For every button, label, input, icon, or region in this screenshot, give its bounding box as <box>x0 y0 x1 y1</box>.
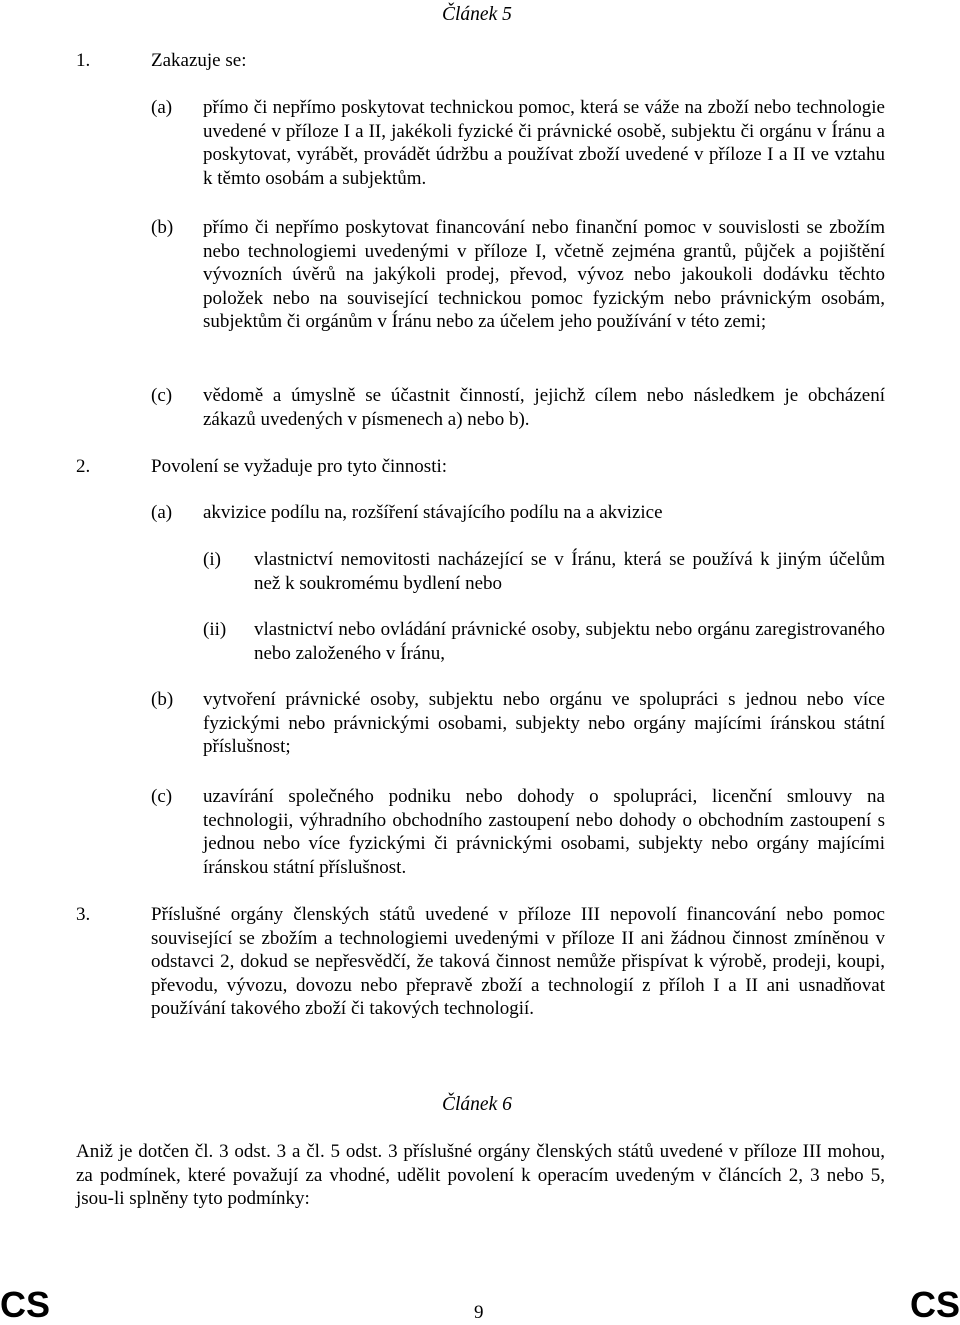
subitem-text: vlastnictví nemovitosti nacházející se v Íránu, která se používá k jiným účelům než k soukromému bydlení nebo <box>254 549 885 594</box>
item-label: (a) <box>151 97 173 118</box>
article-6-text: Aniž je dotčen čl. 3 odst. 3 a čl. 5 odst. 3 příslušné orgány členských států uvedené v příloze III mohou, za podmínek, které považují za vhodné, udělit povolení k operacím uvedeným v článcích 2, 3 nebo 5, jsou-li splněny tyto podmínky: <box>76 1141 885 1209</box>
item-text: přímo či nepřímo poskytovat financování nebo finanční pomoc v souvislosti se zbožím nebo technologiemi uvedenými v příloze I, včetně zejména grantů, půjček a pojištění vývozních úvěrů na jakýkoli prodej, převod, vývoz nebo jakoukoli dodávku těchto položek nebo na související technickou pomoc fyzickým nebo právnickým osobám, subjektům či orgánům v Íránu nebo za účelem jeho používání v této zemi; <box>203 217 885 332</box>
language-code-left: CS <box>0 1284 51 1325</box>
item-label: (b) <box>151 689 174 710</box>
subitem-text: vlastnictví nebo ovládání právnické osoby, subjektu nebo orgánu zaregistrovaného nebo založeného v Íránu, <box>254 619 885 664</box>
paragraph-text: Příslušné orgány členských států uvedené v příloze III nepovolí financování nebo pomoc související se zbožím a technologiemi uvedenými v příloze II ani žádnou činnost zmíněnou v odstavci 2, dokud se nepřesvědčí, že taková činnost nemůže přispívat k výrobě, prodeji, koupi, převodu, vývozu, dovozu nebo přepravě zboží a technologií z příloh I a II ani usnadňovat používání takového zboží či takových technologií. <box>151 904 885 1019</box>
subitem-label: (i) <box>203 549 221 570</box>
subitem-label: (ii) <box>203 619 227 640</box>
article-5-heading: Článek 5 <box>442 4 512 25</box>
article-6-heading: Článek 6 <box>442 1094 512 1115</box>
item-label: (a) <box>151 502 173 523</box>
paragraph-number: 2. <box>76 456 91 477</box>
paragraph-intro: Povolení se vyžaduje pro tyto činnosti: <box>151 456 448 477</box>
page-number: 9 <box>474 1302 484 1323</box>
item-label: (c) <box>151 385 173 406</box>
item-label: (c) <box>151 786 173 807</box>
item-text: vytvoření právnické osoby, subjektu nebo orgánu ve spolupráci s jednou nebo více fyzickými nebo právnickými osobami, subjekty nebo orgány majícími íránskou státní příslušnost; <box>203 689 885 757</box>
item-text: akvizice podílu na, rozšíření stávajícího podílu na a akvizice <box>203 502 663 523</box>
item-text: uzavírání společného podniku nebo dohody o spolupráci, licenční smlouvy na technologii, výhradního obchodního zastoupení nebo dohody o obchodním zastoupení s jednou nebo více fyzickými či právnickými osobami, subjekty nebo orgány majícími íránskou státní příslušnost. <box>203 786 885 878</box>
paragraph-number: 1. <box>76 50 91 71</box>
item-text: vědomě a úmyslně se účastnit činností, jejichž cílem nebo následkem je obcházení zákazů uvedených v písmenech a) nebo b). <box>203 385 885 430</box>
paragraph-number: 3. <box>76 904 91 925</box>
paragraph-intro: Zakazuje se: <box>151 50 247 71</box>
item-text: přímo či nepřímo poskytovat technickou pomoc, která se váže na zboží nebo technologie uvedené v příloze I a II, jakékoli fyzické či právnické osobě, subjektu či orgánu v Íránu a poskytovat, vyrábět, provádět údržbu a používat zboží uvedené v příloze I a II ve vztahu k těmto osobám a subjektům. <box>203 97 885 189</box>
item-label: (b) <box>151 217 174 238</box>
language-code-right: CS <box>909 1284 960 1325</box>
